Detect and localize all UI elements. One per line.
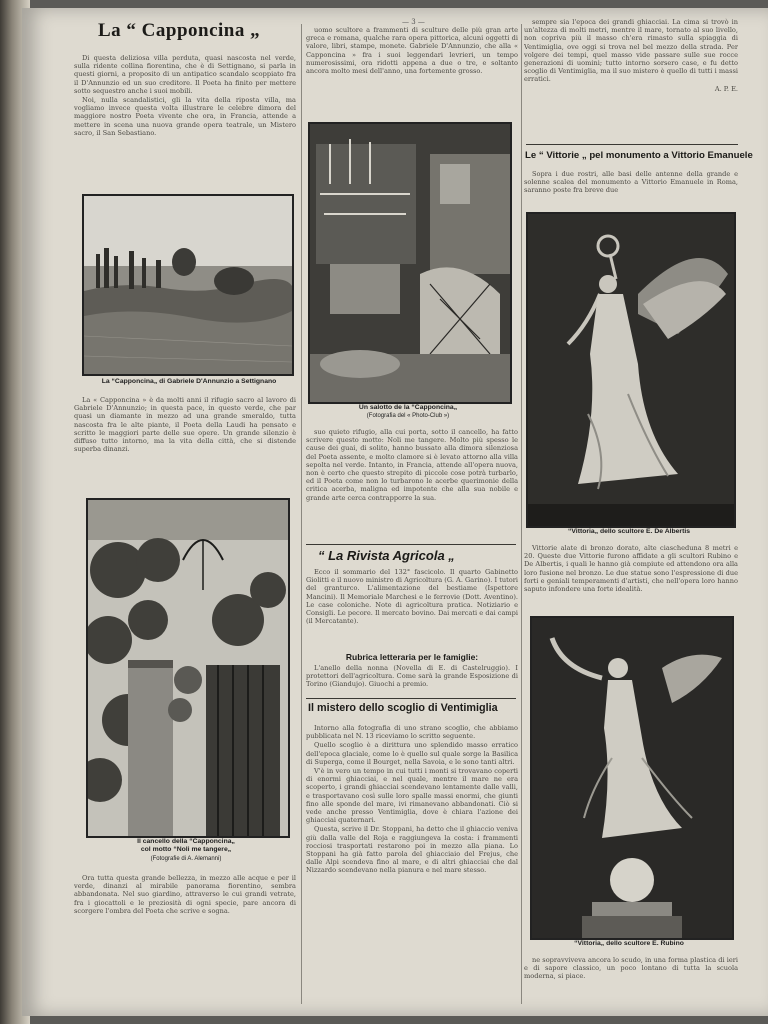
mistero-text: [306, 724, 518, 1010]
capponcina-intro: [74, 54, 296, 164]
capponcina-body3: [74, 874, 296, 994]
right-top-text: [524, 18, 738, 130]
mistero-text1: Intorno alla fotografia di uno strano scoglio, che abbiamo pubblicata nel N. 13 riceviamo lo scritto seguente.: [306, 724, 518, 741]
right-bottom-text-p: ne sopravviveva ancora lo scudo, in una forma plastica di ieri e di sapore classico, un poco lontano di tutta la scuola moderna, si piace.: [524, 956, 738, 981]
right-signature: A. P. E.: [714, 84, 738, 93]
winged-victory-statue-image: [528, 214, 734, 526]
right-bottom-text: [524, 956, 738, 1004]
rubrica-text-p: L'anello della nonna (Novella di E. di Castelruggio). I protettori dell'agricoltura. Come sarà la grande Esposizione di Torino (Giandujo). Giuochi a premio.: [306, 664, 518, 689]
vittorie-text-p: Sopra i due rostri, alle basi delle antenne della grande e solenne scalea del monumento a Vittorio Emanuele in Roma, saranno poste fra breve due: [524, 170, 738, 195]
vittorie-text: [524, 170, 738, 204]
victory-statue-on-globe-image: [532, 618, 732, 938]
mistero-title: Il mistero dello scoglio di Ventimiglia: [308, 702, 498, 714]
vittoria-de-albertis-photo: [526, 212, 736, 528]
rivista-text: [306, 568, 518, 650]
salotto-caption: [302, 404, 514, 421]
page-number: — 3 —: [402, 18, 425, 26]
capponcina-body3-text: Ora tutta questa grande bellezza, in mezzo alle acque e per il verde, dinanzi al mirabile panorama fiorentino, sembra abbandonata. Nel suo giardino, attraverso le cui grandi vetrate, fra i giocattoli e le preziosità di ogni specie, pare ancora di scorgere l'ombra del Poeta che scrive e sogna.: [74, 874, 296, 915]
vittoria-rubino-photo: [530, 616, 734, 940]
middle-top-text-p: uomo scultore a frammenti di sculture delle più gran arte greca e romana, qualche rara opera pittorica, alcuni oggetti di valore, libri, stampe, monete. Gabriele D'Annunzio, che alla « Capponcina » fra i suoi leggendari levrieri, un tempo numerosissimi, ora ridotti appena a due o tre, e soltanto ancora molto mesi dell'anno, una fortemente grosso.: [306, 26, 518, 76]
cancello-credit: (Fotografie di A. Alemanni): [150, 855, 222, 862]
mistero-text4: Questa, scrive il Dr. Stoppani, ha detto che il ghiaccio veniva giù dalla valle del Roja e raggiungeva la costa: i frammenti rocciosi trasportati restarono poi in mezzo alla piana. Lo Stoppani ha già fatto parola del ghiacciaio del Frejus, che dalle Alpi scendeva fino al mare, e di altri ghiacciai che dal Nizzardo scendevano nella pianura e nel mare stesso.: [306, 825, 518, 875]
salotto-caption-title: Un salotto de la “Capponcina„: [358, 404, 458, 411]
villa-landscape-image: [84, 196, 292, 374]
column-rule-right: [521, 24, 522, 1004]
cancello-caption-line2: col motto “Noli me tangere„: [140, 846, 232, 854]
vittorie-text2: [524, 544, 738, 614]
rubrica-text: [306, 664, 518, 698]
rivista-title: “ La Rivista Agricola „: [318, 548, 455, 563]
vittorie-top-rule: [526, 144, 738, 145]
right-top-text-p: sempre sia l'epoca dei grandi ghiacciai. La cima si trovò in un'altezza di molti metri, mentre il mare, tornato al suo livello, non copriva più il masso ch'era rimasto sulla spiaggia di Ventimiglia, ove oggi si trova nel bel mezzo della strada. Per volgere dei tempi, quel masso vide passare sulle sue rocce generazioni di uomini; tutto intorno sorsero case, e fu detto scoglio di Ventimiglia, ma il suo mistero è quello di tutti i massi erratici.: [524, 18, 738, 84]
salotto-credit: (Fotografia del « Photo-Club »): [366, 413, 450, 420]
salon-interior-image: [310, 124, 510, 402]
vittoria-de-albertis-caption: “Vittoria„ dello scultore E. De Albertis: [568, 528, 690, 535]
cancello-caption: [74, 838, 298, 863]
villa-caption: La “Capponcina„ di Gabriele D'Annunzio a Settignano: [101, 378, 277, 385]
capponcina-body1-text: Noi, nulla scandalistici, gli la vita della riposta villa, ma vogliamo invece questa volta illustrare le celebre dimora del maggiore nostro Poeta vivente che ora, in Francia, attende a mettere in scena una nuova grande opera teatrale, un Mistero sacro, il San Sebastiano.: [74, 96, 296, 137]
villa-photo: [82, 194, 294, 376]
mistero-text2: Quello scoglio è a dirittura uno splendido masso erratico dell'epoca glaciale, come lo è quello sul quale sorge la Basilica di Superga, come il Bourget, nella Savoia, e le sono tanti altri.: [306, 741, 518, 766]
capponcina-body2: [74, 396, 296, 492]
rubrica-title: Rubrica letteraria per le famiglie:: [345, 652, 479, 662]
mistero-top-rule: [306, 698, 516, 699]
gate-image: [88, 500, 288, 836]
vittorie-text2-p: Vittorie alate di bronzo dorato, alte ciascheduna 8 metri e 20. Queste due Vittorie furono affidate a gli scultori Rubino e De Albertis, i quali le hanno già compiute ed attendono ora alla loro fusione nel bronzo. Le due statue sono l'espressione di due forti e geniali temperamenti d'artisti, che nell'opera loro hanno saputo infondere una forte idealità.: [524, 544, 738, 594]
vittorie-title: Le “ Vittorie „ pel monumento a Vittorio Emanuele: [525, 150, 753, 161]
newspaper-page: [22, 8, 768, 1016]
middle-top-text: [306, 26, 518, 118]
salotto-photo: [308, 122, 512, 404]
capponcina-body2-text: La « Capponcina » è da molti anni il rifugio sacro al lavoro di Gabriele D'Annunzio; in questa pace, in questo verde, che par quasi un diamante in mezzo ad una grande smeraldo, tutta nascosta fra le alte piante, il Poeta della Laudi ha pensato e scritto le maggiori parte delle sue opere. Un grande silenzio è diffuso tutto intorno, ma la vita della città, che si distende superba dinanzi.: [74, 396, 296, 454]
middle-after-photo-p: suo quieto rifugio, alla cui porta, sotto il cancello, ha fatto scrivere questo motto: Noli me tangere. Molto più spesso le cause dei guai, di solito, hanno bussato alla dimora silenziosa del Poeta assente, e molto clamore si è levato attorno alla villa sepolta nel verde. Intanto, in Francia, attende all'opera nuova, non è certo che questo strepito di piccole cose potrà turbarlo, ed il Poeta come non lo turbarono le acerbe querimonie della critica acerba, maligna ed impotente che alla sua nobile e grande arte cerca contrapporre la sua.: [306, 428, 518, 502]
cancello-photo: [86, 498, 290, 838]
vittoria-rubino-caption: “Vittoria„ dello scultore E. Rubino: [574, 940, 684, 947]
column-rule-left: [301, 24, 302, 1004]
rivista-top-rule: [306, 544, 516, 545]
capponcina-title: La “ Capponcina „: [98, 20, 261, 41]
capponcina-intro-text: Di questa deliziosa villa perduta, quasi nascosta nel verde, sulla ridente collina fiorentina, che è di Settignano, si parla in questi giorni, a proposito di un antipatico scandalo scoppiato fra il D'Annunzio ed un suo creditore. Il Poeta ha finito per mettere sotto sequestro anche i suoi mobili.: [74, 54, 296, 95]
middle-after-photo-text: [306, 428, 518, 540]
mistero-text3: V'è in vero un tempo in cui tutti i monti si trovavano coperti di enormi ghiacciai, e nel quale, mentre il mare ne era scoperto, i grandi ghiacciai scendevano lentamente dalle valli, e trasportavano così sulle loro spalle massi enormi, che giunti fino alle sponde del mare, ivi rimanevano abbandonati. Ciò si vede anche presso Ventimiglia, dove è chiara l'azione dei ghiacciai quaternari.: [306, 767, 518, 825]
cancello-caption-line1: Il cancello della “Capponcina„: [137, 838, 235, 845]
rivista-text-p: Ecco il sommario del 132° fascicolo. Il quarto Gabinetto Giolitti e il nuovo ministro di Agricoltura (G. A. Garino). I tutori del granturco. L'alimentazione del bestiame (Ispettore Mancini). Il Memoriale Marchesi e le ferrovie (Dott. Aventino). Le case coloniche. Note di agricoltura pratica. Notiziario e Consigli. Le pecore. Il mercato bovino. Dai mercati e dai campi (il Mercatante).: [306, 568, 518, 626]
